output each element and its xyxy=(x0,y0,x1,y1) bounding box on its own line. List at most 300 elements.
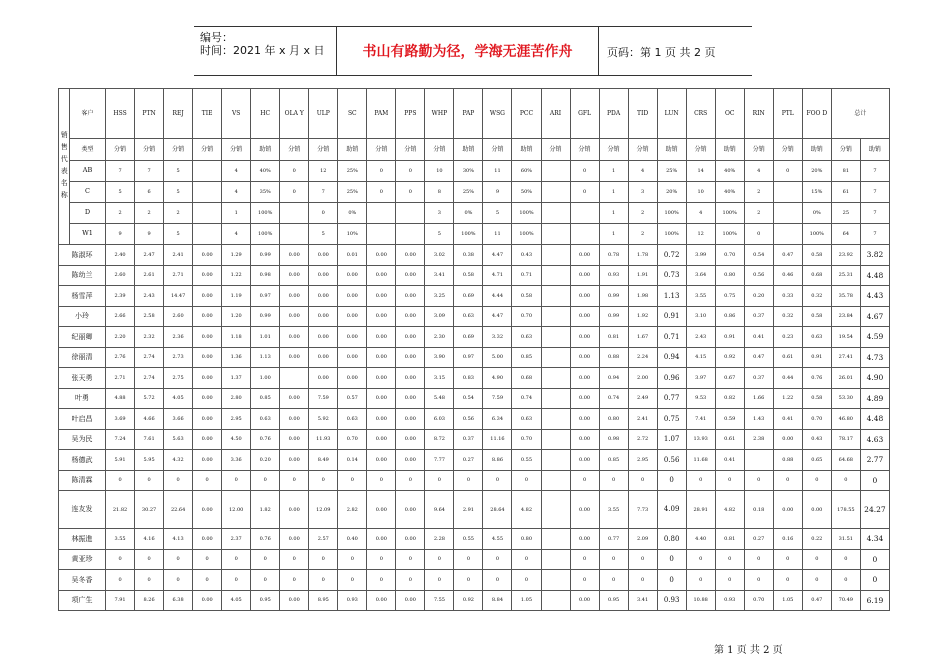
rep-cell: 0.37 xyxy=(744,368,773,389)
rep-cell: 8.72 xyxy=(425,429,454,450)
rep-cell: 2.41 xyxy=(164,245,193,266)
class-cell: 10 xyxy=(686,182,715,203)
column-type: 分销 xyxy=(570,139,599,161)
class-cell: 64 xyxy=(831,224,860,245)
rep-cell: 0.80 xyxy=(657,529,686,550)
column-type: 分销 xyxy=(831,139,860,161)
rep-cell: 4.73 xyxy=(860,347,889,368)
rep-cell: 0 xyxy=(222,570,251,591)
rep-cell: 22.64 xyxy=(164,491,193,529)
rep-cell: 2.43 xyxy=(135,286,164,307)
rep-cell: 0 xyxy=(831,570,860,591)
rep-cell: 0 xyxy=(570,570,599,591)
class-cell: 3 xyxy=(628,182,657,203)
rep-cell: 0 xyxy=(425,549,454,570)
rep-cell: 0.32 xyxy=(773,306,802,327)
rep-name: 杨雪萍 xyxy=(59,286,106,307)
rep-name: 陈幼兰 xyxy=(59,265,106,286)
rep-cell: 0.63 xyxy=(251,409,280,430)
class-cell: 9 xyxy=(106,224,135,245)
rep-cell: 0 xyxy=(396,570,425,591)
column-code: OC xyxy=(715,89,744,139)
rep-cell: 1.00 xyxy=(251,368,280,389)
rep-cell: 0.70 xyxy=(338,429,367,450)
rep-cell: 26.01 xyxy=(831,368,860,389)
rep-cell: 78.17 xyxy=(831,429,860,450)
rep-cell: 0.00 xyxy=(280,429,309,450)
rep-cell: 4.82 xyxy=(715,491,744,529)
rep-cell: 3.90 xyxy=(425,347,454,368)
class-cell: 5 xyxy=(106,182,135,203)
rep-cell xyxy=(280,368,309,389)
rep-cell: 0.80 xyxy=(599,409,628,430)
rep-cell: 3.09 xyxy=(425,306,454,327)
rep-cell: 0.75 xyxy=(657,409,686,430)
rep-cell: 0 xyxy=(251,549,280,570)
rep-cell: 2.39 xyxy=(106,286,135,307)
rep-cell: 0 xyxy=(396,470,425,491)
class-cell: 40% xyxy=(715,182,744,203)
rep-cell: 0 xyxy=(367,570,396,591)
rep-cell: 2.32 xyxy=(135,327,164,348)
class-cell: 81 xyxy=(831,161,860,182)
rep-cell: 0.70 xyxy=(512,429,541,450)
rep-cell: 0.88 xyxy=(773,450,802,471)
class-cell xyxy=(541,182,570,203)
class-cell: 100% xyxy=(512,224,541,245)
class-cell: 0 xyxy=(744,224,773,245)
rep-cell: 0 xyxy=(773,549,802,570)
rep-name: 小玲 xyxy=(59,306,106,327)
rep-cell: 4.48 xyxy=(860,409,889,430)
class-cell: 10 xyxy=(425,161,454,182)
rep-cell: 0.00 xyxy=(280,491,309,529)
rep-cell: 0.32 xyxy=(802,286,831,307)
rep-cell: 2.24 xyxy=(628,347,657,368)
rep-cell: 0 xyxy=(222,470,251,491)
rep-cell xyxy=(541,286,570,307)
class-cell: 7 xyxy=(860,203,889,224)
rep-cell: 0 xyxy=(367,549,396,570)
rep-cell: 0.67 xyxy=(715,368,744,389)
rep-name: 张天勇 xyxy=(59,368,106,389)
rep-row xyxy=(59,306,890,327)
rep-cell: 4.55 xyxy=(483,529,512,550)
class-cell: 20% xyxy=(802,161,831,182)
rep-cell: 1.05 xyxy=(773,590,802,611)
rep-cell: 11.16 xyxy=(483,429,512,450)
rep-cell: 0.00 xyxy=(280,388,309,409)
rep-cell: 0.76 xyxy=(251,429,280,450)
rep-cell: 0.80 xyxy=(715,265,744,286)
rep-cell: 0.27 xyxy=(744,529,773,550)
rep-cell: 0.41 xyxy=(715,450,744,471)
rep-cell: 7.41 xyxy=(686,409,715,430)
rep-cell: 7.24 xyxy=(106,429,135,450)
rep-cell: 0.97 xyxy=(454,347,483,368)
rep-cell: 0.00 xyxy=(280,529,309,550)
rep-cell: 1.13 xyxy=(657,286,686,307)
rep-cell: 0.00 xyxy=(396,286,425,307)
rep-cell xyxy=(541,590,570,611)
rep-cell: 0.76 xyxy=(251,529,280,550)
rep-cell: 0.00 xyxy=(338,286,367,307)
rep-cell: 0.63 xyxy=(512,409,541,430)
rep-cell: 0.85 xyxy=(251,388,280,409)
class-cell: 0 xyxy=(396,182,425,203)
rep-cell: 0.00 xyxy=(367,388,396,409)
rep-cell: 0 xyxy=(686,549,715,570)
class-cell: 0% xyxy=(802,203,831,224)
rep-cell: 0.47 xyxy=(773,245,802,266)
rep-cell: 0.38 xyxy=(454,245,483,266)
class-row xyxy=(59,203,890,224)
rep-cell: 0 xyxy=(280,470,309,491)
rep-cell: 0.16 xyxy=(773,529,802,550)
rep-cell: 0.00 xyxy=(193,388,222,409)
class-cell xyxy=(541,203,570,224)
rep-name: 杨德武 xyxy=(59,450,106,471)
rep-cell: 0.98 xyxy=(599,429,628,450)
rep-cell: 0 xyxy=(802,470,831,491)
class-cell: 61 xyxy=(831,182,860,203)
rep-cell: 178.55 xyxy=(831,491,860,529)
rep-cell: 3.64 xyxy=(686,265,715,286)
rep-cell: 0.00 xyxy=(193,491,222,529)
rep-cell: 9.53 xyxy=(686,388,715,409)
rep-cell: 10.88 xyxy=(686,590,715,611)
column-code: ULP xyxy=(309,89,338,139)
rep-cell: 0.00 xyxy=(396,450,425,471)
class-cell: 2 xyxy=(628,203,657,224)
rep-cell: 1.67 xyxy=(628,327,657,348)
class-cell: 0% xyxy=(454,203,483,224)
rep-cell: 0 xyxy=(396,549,425,570)
rep-cell: 0.14 xyxy=(338,450,367,471)
rep-cell: 4.90 xyxy=(860,368,889,389)
rep-cell: 0 xyxy=(570,470,599,491)
rep-row xyxy=(59,388,890,409)
class-cell: 25% xyxy=(454,182,483,203)
rep-cell: 5.91 xyxy=(106,450,135,471)
header-row-types xyxy=(59,139,890,161)
column-type: 分销 xyxy=(222,139,251,161)
column-type: 分销 xyxy=(686,139,715,161)
class-cell: 5 xyxy=(425,224,454,245)
rep-cell: 0.61 xyxy=(773,347,802,368)
column-code: CRS xyxy=(686,89,715,139)
rep-cell: 0.92 xyxy=(454,590,483,611)
rep-cell: 0.00 xyxy=(280,327,309,348)
rep-cell: 2.20 xyxy=(106,327,135,348)
rep-name: 吴为民 xyxy=(59,429,106,450)
class-cell: 5 xyxy=(164,161,193,182)
column-type: 助销 xyxy=(860,139,889,161)
rep-cell: 0.00 xyxy=(280,245,309,266)
rep-cell: 2.60 xyxy=(106,265,135,286)
rep-cell: 5.48 xyxy=(425,388,454,409)
rep-cell: 0 xyxy=(135,549,164,570)
rep-cell: 8.95 xyxy=(309,590,338,611)
rep-cell: 0.65 xyxy=(802,450,831,471)
rep-cell: 0.00 xyxy=(396,491,425,529)
column-type: 助销 xyxy=(715,139,744,161)
rep-cell: 0 xyxy=(512,470,541,491)
rep-cell: 0.00 xyxy=(280,347,309,368)
rep-cell: 4.44 xyxy=(483,286,512,307)
class-cell: 25% xyxy=(657,161,686,182)
rep-row xyxy=(59,245,890,266)
rep-row xyxy=(59,347,890,368)
rep-cell: 0 xyxy=(483,470,512,491)
column-code: PAP xyxy=(454,89,483,139)
header-motto: 书山有路勤为径，学海无涯苦作舟 xyxy=(337,27,599,75)
rep-cell: 0.95 xyxy=(251,590,280,611)
rep-cell: 0.86 xyxy=(715,306,744,327)
rep-cell: 1.20 xyxy=(222,306,251,327)
rep-cell: 3.99 xyxy=(686,245,715,266)
rep-cell: 0 xyxy=(773,570,802,591)
rep-cell xyxy=(541,327,570,348)
rep-cell: 4.59 xyxy=(860,327,889,348)
rep-cell: 1.22 xyxy=(773,388,802,409)
class-cell: 1 xyxy=(599,161,628,182)
rep-cell: 0 xyxy=(657,470,686,491)
class-cell: 12 xyxy=(309,161,338,182)
rep-cell: 6.19 xyxy=(860,590,889,611)
rep-cell: 0.63 xyxy=(512,327,541,348)
rep-cell: 5.92 xyxy=(309,409,338,430)
rep-row xyxy=(59,286,890,307)
rep-cell: 4.34 xyxy=(860,529,889,550)
column-total: 总计 xyxy=(831,89,889,139)
rep-cell: 0.96 xyxy=(657,368,686,389)
rep-cell: 8.86 xyxy=(483,450,512,471)
document-header xyxy=(194,26,752,76)
rep-cell: 1.13 xyxy=(251,347,280,368)
rep-cell: 0.93 xyxy=(599,265,628,286)
rep-cell: 0.00 xyxy=(193,245,222,266)
rep-row xyxy=(59,368,890,389)
rep-cell: 0.56 xyxy=(454,409,483,430)
rep-cell: 0.58 xyxy=(512,286,541,307)
column-code: RIN xyxy=(744,89,773,139)
rep-cell: 0 xyxy=(338,549,367,570)
rep-cell: 0.23 xyxy=(773,327,802,348)
class-cell xyxy=(773,203,802,224)
class-cell: 5 xyxy=(483,203,512,224)
class-cell: 60% xyxy=(512,161,541,182)
column-type: 分销 xyxy=(193,139,222,161)
rep-cell: 0.00 xyxy=(193,347,222,368)
rep-cell: 2.95 xyxy=(628,450,657,471)
rep-cell: 3.32 xyxy=(483,327,512,348)
rep-cell: 3.25 xyxy=(425,286,454,307)
rep-cell: 1.82 xyxy=(251,491,280,529)
rep-cell: 1.78 xyxy=(628,245,657,266)
rep-cell: 4.05 xyxy=(164,388,193,409)
rep-name: 叶勇 xyxy=(59,388,106,409)
class-cell: 0 xyxy=(367,182,396,203)
rep-cell: 4.71 xyxy=(483,265,512,286)
rep-cell: 0.54 xyxy=(454,388,483,409)
rep-cell: 0 xyxy=(454,549,483,570)
column-type: 助销 xyxy=(802,139,831,161)
rep-cell xyxy=(541,491,570,529)
rep-cell: 0.00 xyxy=(309,245,338,266)
rep-cell: 0.00 xyxy=(367,529,396,550)
rep-cell: 7.59 xyxy=(483,388,512,409)
rep-cell: 0 xyxy=(599,549,628,570)
rep-cell: 0.99 xyxy=(251,245,280,266)
rep-cell: 23.92 xyxy=(831,245,860,266)
rep-name: 叶启昌 xyxy=(59,409,106,430)
rep-cell: 31.51 xyxy=(831,529,860,550)
class-cell: 5 xyxy=(164,224,193,245)
rep-row xyxy=(59,570,890,591)
rep-cell: 0.00 xyxy=(367,409,396,430)
rep-cell: 0 xyxy=(280,570,309,591)
rep-cell: 4.09 xyxy=(657,491,686,529)
column-code: HSS xyxy=(106,89,135,139)
rep-cell xyxy=(744,450,773,471)
rep-cell: 0.83 xyxy=(454,368,483,389)
rep-cell: 0.00 xyxy=(570,245,599,266)
class-cell: 2 xyxy=(744,182,773,203)
rep-cell: 5.00 xyxy=(483,347,512,368)
class-cell: 50% xyxy=(512,182,541,203)
rep-cell: 0.44 xyxy=(773,368,802,389)
rep-cell: 35.78 xyxy=(831,286,860,307)
rep-cell: 0.27 xyxy=(454,450,483,471)
rep-cell: 1.43 xyxy=(744,409,773,430)
header-page-number: 页码：第 1 页 共 2 页 xyxy=(607,46,716,59)
rep-cell: 0.74 xyxy=(599,388,628,409)
rep-cell: 0.93 xyxy=(657,590,686,611)
class-cell: 4 xyxy=(222,161,251,182)
class-cell: 0 xyxy=(570,182,599,203)
rep-cell: 4.66 xyxy=(135,409,164,430)
rep-cell: 0.59 xyxy=(715,409,744,430)
column-code: LUN xyxy=(657,89,686,139)
column-type: 助销 xyxy=(454,139,483,161)
column-code: PTL xyxy=(773,89,802,139)
rep-cell: 0 xyxy=(831,549,860,570)
class-cell xyxy=(193,182,222,203)
rep-cell: 0.47 xyxy=(802,590,831,611)
class-cell: 0 xyxy=(367,161,396,182)
rep-cell: 1.66 xyxy=(744,388,773,409)
column-code: TIE xyxy=(193,89,222,139)
rep-cell: 25.31 xyxy=(831,265,860,286)
rep-cell: 4.47 xyxy=(483,306,512,327)
rep-cell xyxy=(541,570,570,591)
rep-cell: 2.82 xyxy=(338,491,367,529)
rep-cell: 0 xyxy=(744,470,773,491)
rep-cell: 0 xyxy=(425,470,454,491)
rep-cell: 1.36 xyxy=(222,347,251,368)
sales-report-table xyxy=(58,88,890,611)
rep-row xyxy=(59,529,890,550)
rep-cell: 0.58 xyxy=(802,245,831,266)
rep-cell: 0.99 xyxy=(599,306,628,327)
rep-cell: 2.80 xyxy=(222,388,251,409)
class-cell xyxy=(541,224,570,245)
rep-cell: 0 xyxy=(802,549,831,570)
rep-cell: 0 xyxy=(599,470,628,491)
rep-cell: 0.80 xyxy=(512,529,541,550)
rep-cell: 0.94 xyxy=(599,368,628,389)
rep-cell: 2.72 xyxy=(628,429,657,450)
rep-cell: 0.70 xyxy=(512,306,541,327)
class-cell: 5 xyxy=(309,224,338,245)
class-cell: 100% xyxy=(454,224,483,245)
class-cell: 2 xyxy=(628,224,657,245)
rep-cell: 0.22 xyxy=(802,529,831,550)
class-cell: 0 xyxy=(570,161,599,182)
rep-cell: 0.00 xyxy=(338,327,367,348)
rep-cell: 0.63 xyxy=(338,409,367,430)
rep-cell: 0 xyxy=(164,470,193,491)
rep-cell: 1.01 xyxy=(251,327,280,348)
rep-cell: 2.49 xyxy=(628,388,657,409)
rep-cell: 1.29 xyxy=(222,245,251,266)
rep-cell: 0 xyxy=(280,549,309,570)
rep-cell: 0.00 xyxy=(193,409,222,430)
rep-cell: 3.55 xyxy=(106,529,135,550)
rep-cell: 8.84 xyxy=(483,590,512,611)
rep-name: 徐丽清 xyxy=(59,347,106,368)
rep-cell: 0.92 xyxy=(715,347,744,368)
rep-cell: 0.01 xyxy=(338,245,367,266)
rep-cell: 0.56 xyxy=(744,265,773,286)
rep-cell: 0.85 xyxy=(512,347,541,368)
row-label-type: 类型 xyxy=(70,139,106,161)
rep-cell: 0 xyxy=(106,470,135,491)
rep-cell: 0.00 xyxy=(367,491,396,529)
rep-cell: 0.00 xyxy=(396,245,425,266)
rep-cell: 0.00 xyxy=(570,409,599,430)
rep-cell: 0 xyxy=(338,570,367,591)
rep-cell: 0.77 xyxy=(657,388,686,409)
class-cell: 4 xyxy=(744,161,773,182)
rep-cell: 0.00 xyxy=(367,265,396,286)
rep-cell: 0.00 xyxy=(280,450,309,471)
rep-cell: 0.37 xyxy=(744,306,773,327)
rep-cell: 3.55 xyxy=(686,286,715,307)
class-cell: 10% xyxy=(338,224,367,245)
class-row xyxy=(59,161,890,182)
rep-cell: 7.77 xyxy=(425,450,454,471)
rep-cell: 0.70 xyxy=(802,409,831,430)
class-cell: 7 xyxy=(860,161,889,182)
rep-cell: 3.15 xyxy=(425,368,454,389)
rep-cell: 28.91 xyxy=(686,491,715,529)
rep-cell: 3.97 xyxy=(686,368,715,389)
rep-cell: 0.00 xyxy=(570,429,599,450)
rep-cell: 0.00 xyxy=(570,327,599,348)
rep-cell: 0.47 xyxy=(744,347,773,368)
rep-cell: 0 xyxy=(744,570,773,591)
rep-cell: 0.43 xyxy=(512,245,541,266)
rep-cell: 0.74 xyxy=(512,388,541,409)
rep-cell: 0.00 xyxy=(396,306,425,327)
rep-cell: 0 xyxy=(425,570,454,591)
rep-cell: 6.38 xyxy=(164,590,193,611)
rep-cell: 4.89 xyxy=(860,388,889,409)
rep-cell: 0.91 xyxy=(657,306,686,327)
rep-cell: 2.40 xyxy=(106,245,135,266)
